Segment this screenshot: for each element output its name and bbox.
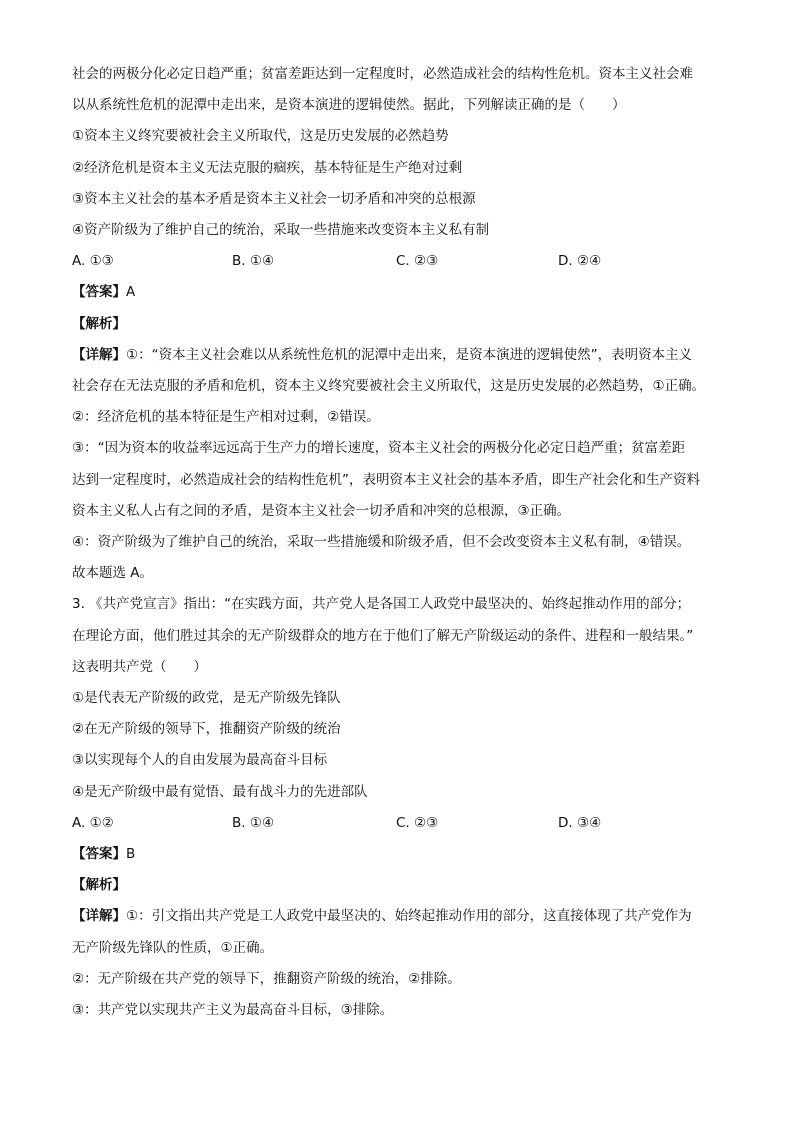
labeled-line (72, 346, 692, 364)
text-line: ④是无产阶级中最有觉悟、最有战斗力的先进部队 (72, 784, 368, 800)
section-label: 【解析】 (72, 316, 126, 332)
text-line: 社会的两极分化必定日趋严重；贫富差距达到一定程度时，必然造成社会的结构性危机。资本主义社会难 (72, 66, 693, 82)
labeled-line (72, 845, 135, 863)
text-line: ③：“因为资本的收益率远远高于生产力的增长速度，资本主义社会的两极分化必定日趋严重；贫富差距 (72, 440, 686, 456)
section-label: 【详解】 (72, 347, 126, 363)
section-label: 【详解】 (72, 908, 126, 924)
text-line: ③：共产党以实现共产主义为最高奋斗目标，③排除。 (72, 1002, 394, 1018)
answer-option: B. ①④ (232, 253, 275, 269)
text-line: ④资产阶级为了维护自己的统治，采取一些措施来改变资本主义私有制 (72, 222, 490, 238)
labeled-line (72, 876, 126, 894)
section-text: ①：“资本主义社会难以从系统性危机的泥潭中走出来，是资本演进的逻辑使然”，表明资本主义 (126, 347, 693, 363)
text-line: ②：无产阶级在共产党的领导下，推翻资产阶级的统治，②排除。 (72, 971, 461, 987)
text-line: ②：经济危机的基本特征是生产相对过剩，②错误。 (72, 409, 380, 425)
labeled-line (72, 315, 126, 333)
text-line: ①是代表无产阶级的政党，是无产阶级先锋队 (72, 690, 341, 706)
text-line: ③资本主义社会的基本矛盾是资本主义社会一切矛盾和冲突的总根源 (72, 191, 476, 207)
section-text: B (126, 846, 136, 862)
answer-option: D. ②④ (558, 253, 602, 269)
answer-option: C. ②③ (396, 815, 439, 831)
answer-option: C. ②③ (396, 253, 439, 269)
text-line: 这表明共产党（ ） (72, 659, 207, 675)
text-line: 3. 《共产党宣言》指出：“在实践方面，共产党人是各国工人政党中最坚决的、始终起推动作用的部分； (72, 596, 691, 612)
text-line: ①资本主义终究要被社会主义所取代，这是历史发展的必然趋势 (72, 128, 449, 144)
answer-option: D. ③④ (558, 815, 602, 831)
text-line: 资本主义私人占有之间的矛盾，是资本主义社会一切矛盾和冲突的总根源，③正确。 (72, 503, 571, 519)
text-line: 社会存在无法克服的矛盾和危机，资本主义终究要被社会主义所取代，这是历史发展的必然趋势，①正确。 (72, 378, 706, 394)
section-text: A (126, 284, 136, 300)
section-label: 【答案】 (72, 284, 126, 300)
section-label: 【答案】 (72, 846, 126, 862)
text-line: ②在无产阶级的领导下，推翻资产阶级的统治 (72, 721, 341, 737)
labeled-line (72, 283, 135, 301)
text-line: 无产阶级先锋队的性质，①正确。 (72, 940, 274, 956)
text-line: ④：资产阶级为了维护自己的统治，采取一些措施缓和阶级矛盾，但不会改变资本主义私有制，④错误。 (72, 534, 691, 550)
text-line: ②经济危机是资本主义无法克服的痼疾，基本特征是生产绝对过剩 (72, 160, 463, 176)
section-label: 【解析】 (72, 877, 126, 893)
answer-option: A. ①② (72, 815, 114, 831)
section-text: ①：引文指出共产党是工人政党中最坚决的、始终起推动作用的部分，这直接体现了共产党作为 (126, 908, 692, 924)
text-line: ③以实现每个人的自由发展为最高奋斗目标 (72, 752, 328, 768)
text-line: 以从系统性危机的泥潭中走出来，是资本演进的逻辑使然。据此，下列解读正确的是（ ） (72, 97, 626, 113)
text-line: 故本题选 A。 (72, 565, 154, 581)
text-line: 在理论方面，他们胜过其余的无产阶级群众的地方在于他们了解无产阶级运动的条件、进程和一般结果。” (72, 628, 694, 644)
labeled-line (72, 907, 692, 925)
answer-option: B. ①④ (232, 815, 275, 831)
text-line: 达到一定程度时，必然造成社会的结构性危机”，表明资本主义社会的基本矛盾，即生产社会化和生产资料 (72, 472, 700, 488)
answer-option: A. ①③ (72, 253, 114, 269)
